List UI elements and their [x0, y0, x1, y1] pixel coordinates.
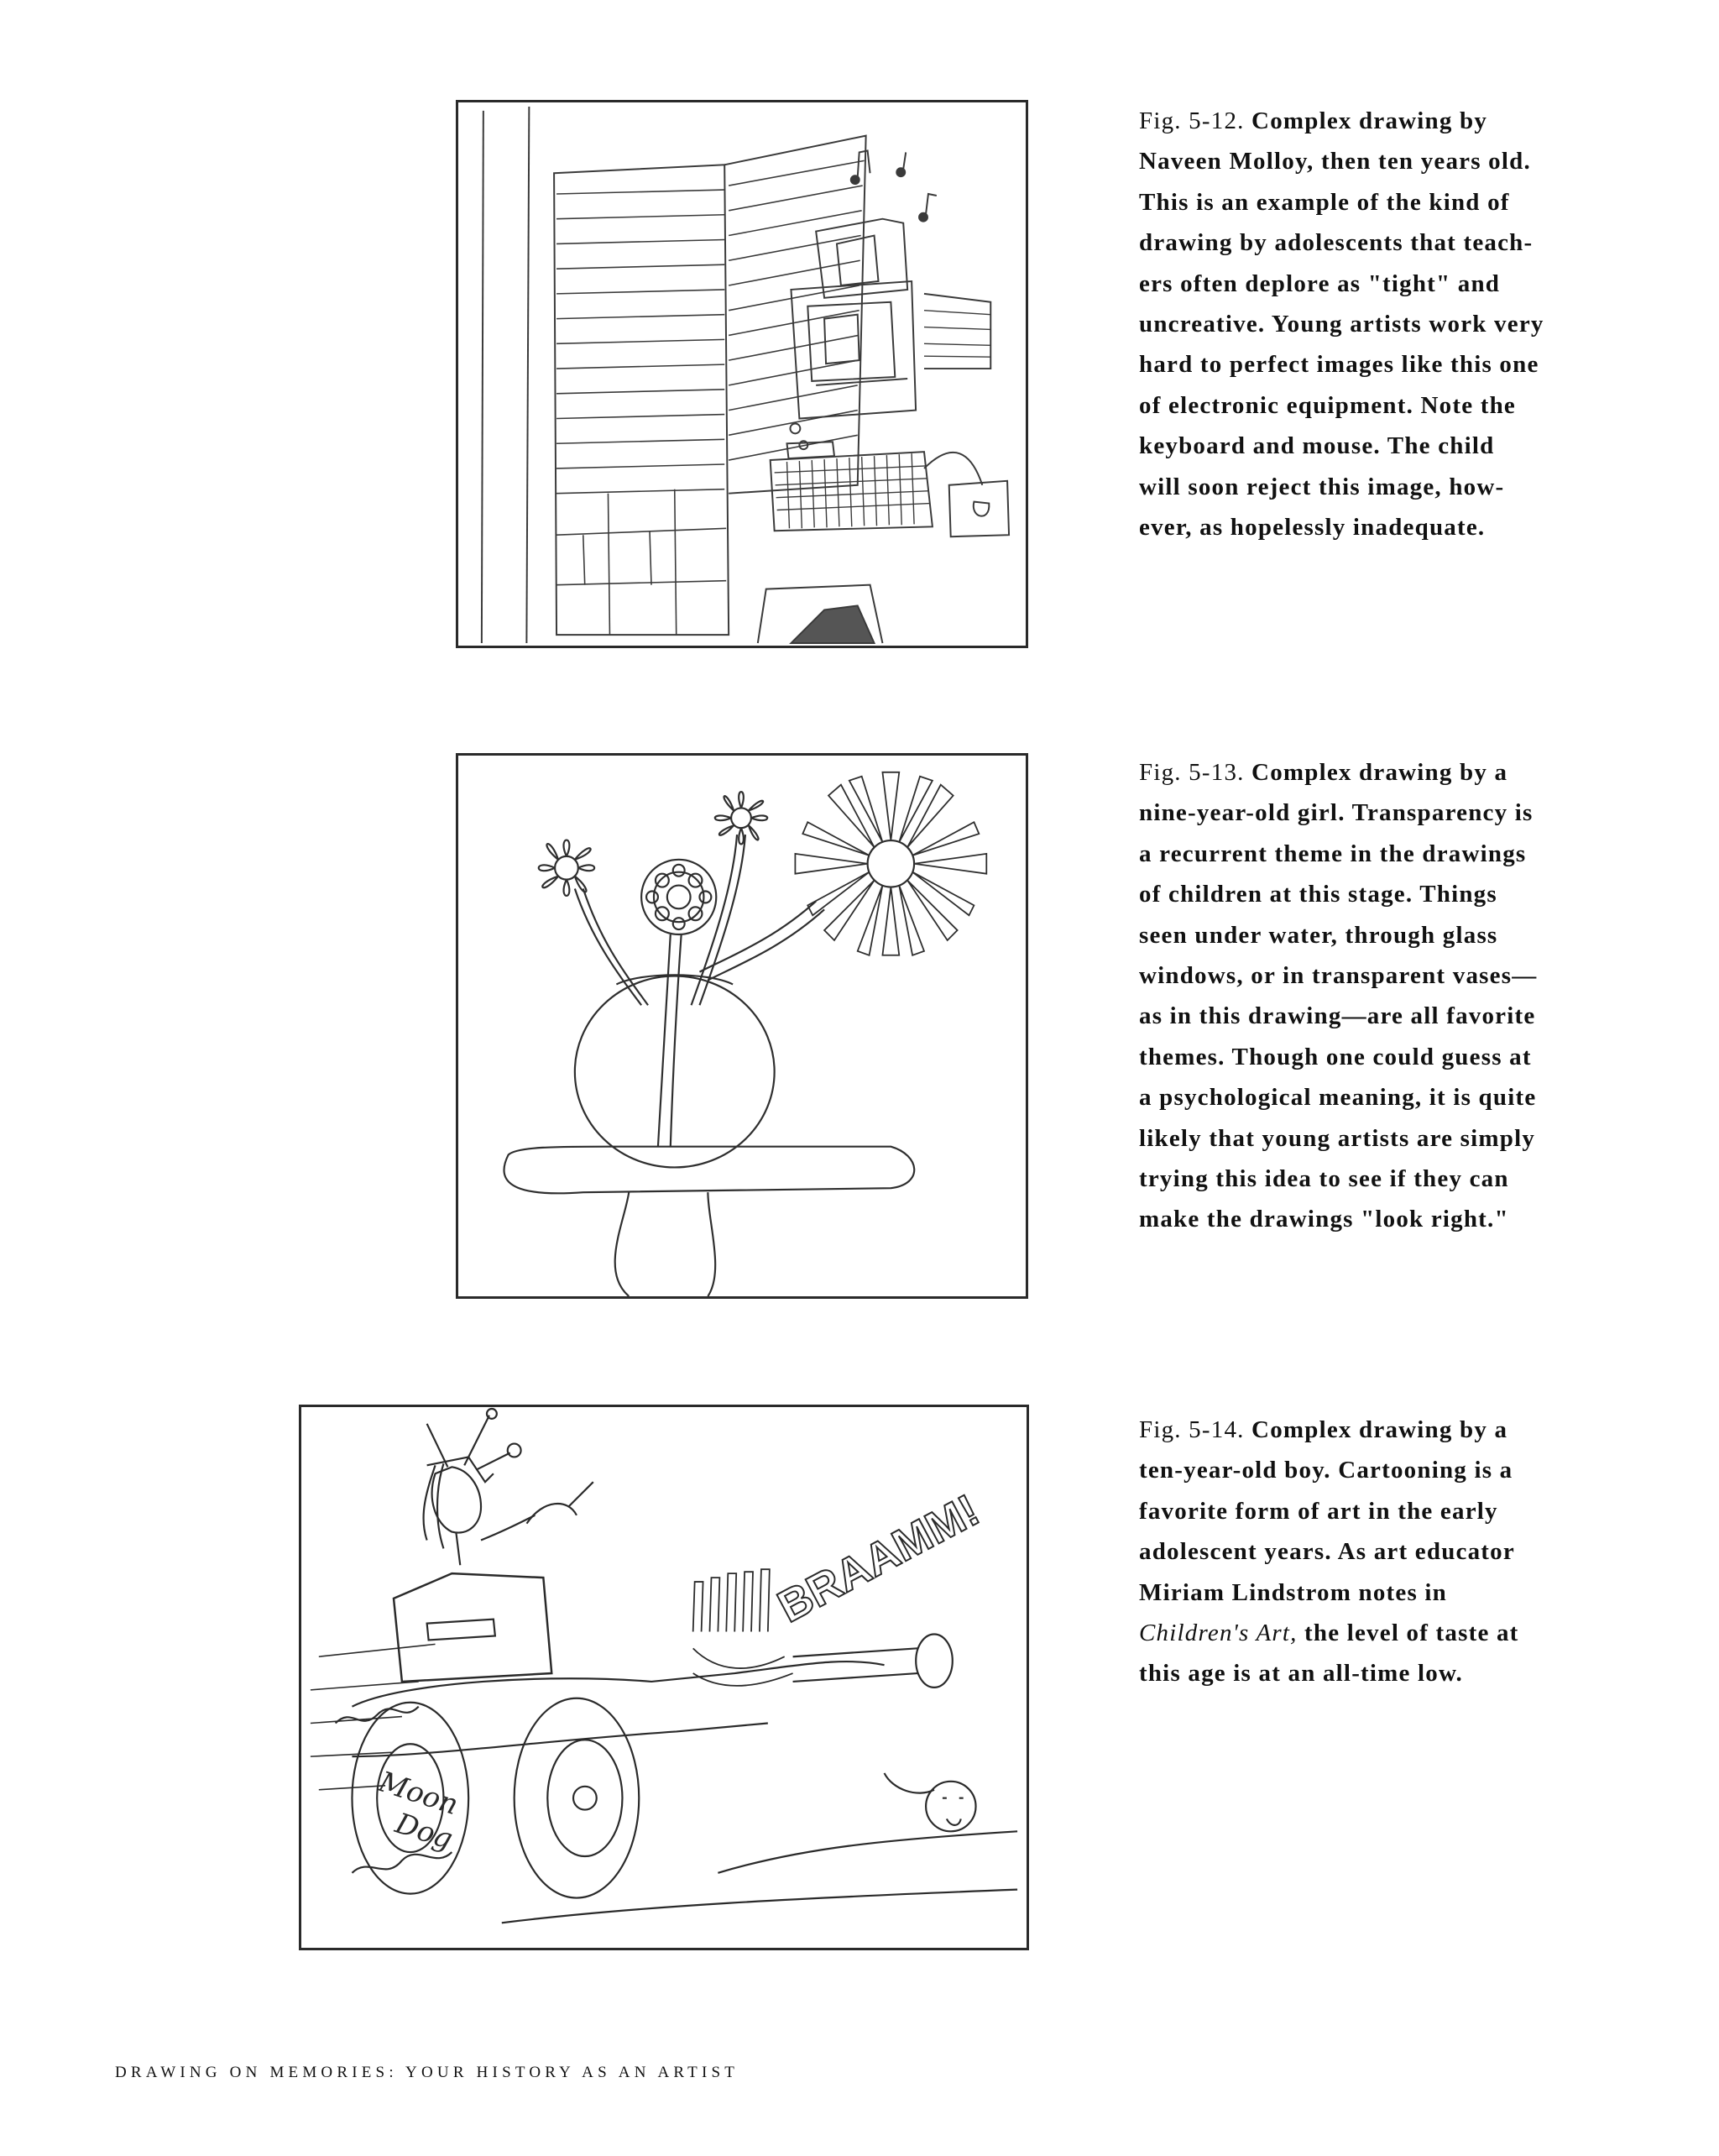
caption-line: This is an example of the kind of — [1139, 188, 1510, 216]
caption-line: uncreative. Young artists work very — [1139, 311, 1544, 338]
caption-line: this age is at an all-time low. — [1139, 1660, 1463, 1688]
figure-5-14-caption — [1139, 1410, 1643, 1694]
caption-line: ers often deplore as "tight" and — [1139, 270, 1501, 297]
sound-effect-text: BRAAMM! — [770, 1485, 988, 1633]
figure-number: Fig. 5-12. — [1139, 107, 1245, 134]
caption-line: keyboard and mouse. The child — [1139, 432, 1495, 460]
caption-line: of children at this stage. Things — [1139, 881, 1497, 908]
caption-line: as in this drawing—are all favorite — [1139, 1002, 1536, 1030]
caption-line: ten-year-old boy. Cartooning is a — [1139, 1457, 1513, 1484]
figure-5-12-caption — [1139, 101, 1643, 547]
caption-line: will soon reject this image, how- — [1139, 473, 1505, 500]
caption-line: favorite form of art in the early — [1139, 1497, 1498, 1525]
caption-line: Naveen Molloy, then ten years old. — [1139, 148, 1531, 175]
caption-line: make the drawings "look right." — [1139, 1206, 1509, 1233]
caption-line: a recurrent theme in the drawings — [1139, 840, 1527, 867]
caption-line: windows, or in transparent vases— — [1139, 962, 1538, 990]
caption-line: hard to perfect images like this one — [1139, 351, 1539, 379]
cartoon-hot-rod-sketch — [301, 1407, 1027, 1948]
figure-5-12-drawing — [456, 100, 1028, 648]
caption-line: trying this idea to see if they can — [1139, 1165, 1509, 1193]
electronic-equipment-sketch — [458, 102, 1026, 646]
caption-line: the level of taste at — [1304, 1620, 1519, 1647]
caption-line: Miriam Lindstrom notes in — [1139, 1578, 1447, 1606]
caption-line: a psychological meaning, it is quite — [1139, 1084, 1537, 1112]
caption-line: likely that young artists are simply — [1139, 1124, 1536, 1152]
car-name-text-2: Dog — [391, 1806, 457, 1856]
caption-line: nine-year-old girl. Transparency is — [1139, 799, 1534, 827]
figure-5-14-drawing — [299, 1405, 1029, 1950]
caption-line: of electronic equipment. Note the — [1139, 391, 1516, 419]
figure-5-13-caption — [1139, 752, 1643, 1240]
running-footer: DRAWING ON MEMORIES: YOUR HISTORY AS AN ARTIST — [115, 2064, 739, 2081]
caption-line: Complex drawing by a — [1251, 1416, 1508, 1443]
caption-line: adolescent years. As art educator — [1139, 1538, 1515, 1566]
flowers-vase-sketch — [458, 756, 1026, 1296]
figure-number: Fig. 5-13. — [1139, 759, 1245, 786]
figure-number: Fig. 5-14. — [1139, 1416, 1245, 1443]
caption-line: themes. Though one could guess at — [1139, 1043, 1532, 1070]
caption-line: seen under water, through glass — [1139, 921, 1498, 949]
caption-line: ever, as hopelessly inadequate. — [1139, 514, 1486, 542]
book-title: Children's Art, — [1139, 1620, 1298, 1647]
caption-line: Complex drawing by a — [1251, 759, 1508, 786]
figure-5-13-drawing — [456, 753, 1028, 1299]
caption-line: Complex drawing by — [1251, 107, 1488, 134]
car-name-text-1: Moon — [374, 1765, 462, 1822]
caption-line: drawing by adolescents that teach- — [1139, 229, 1534, 257]
